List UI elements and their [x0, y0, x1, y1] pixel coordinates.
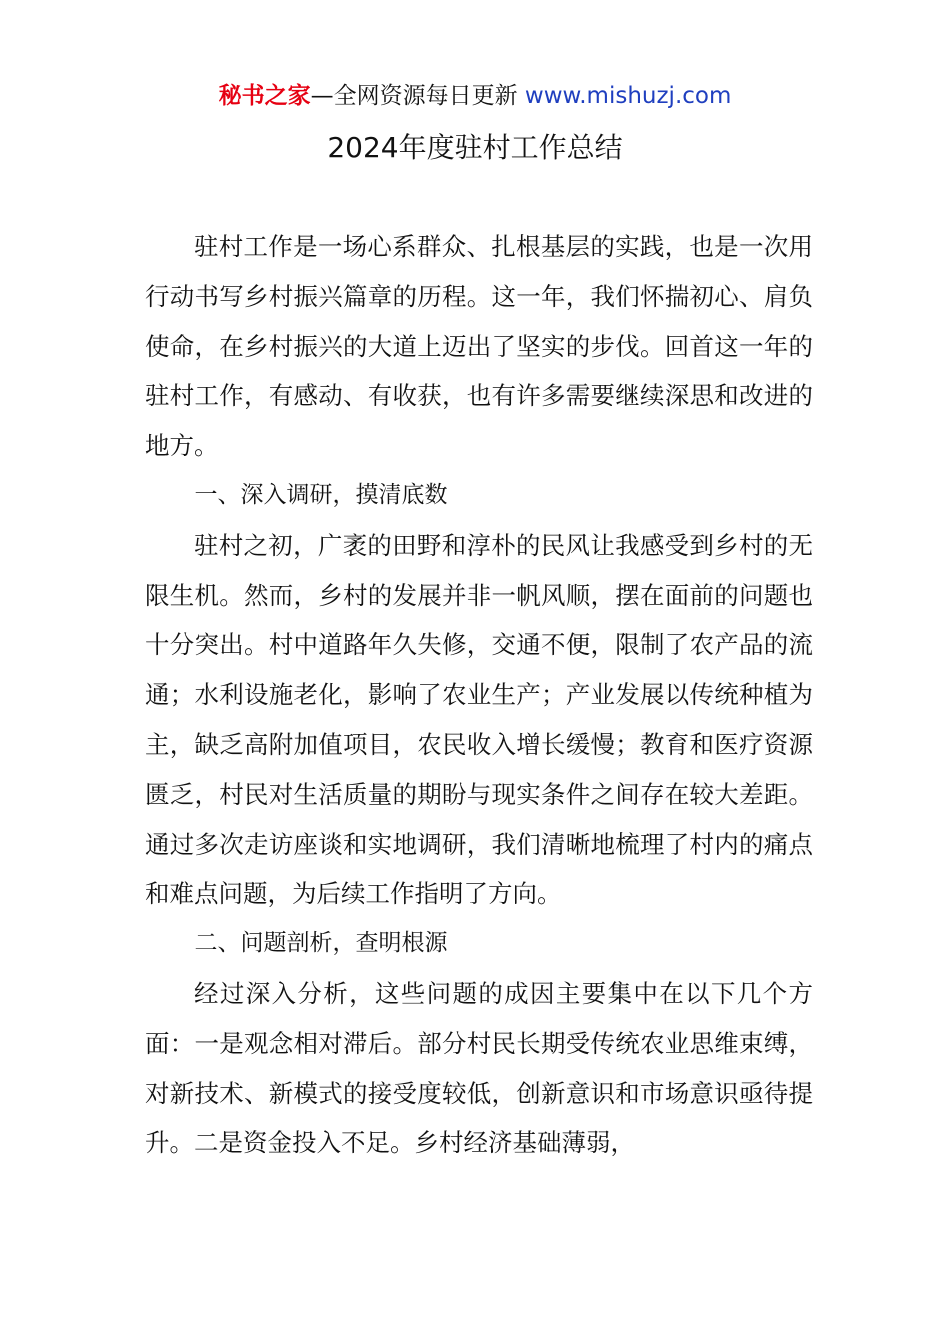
- site-url-link[interactable]: www.mishuzj.com: [524, 83, 732, 109]
- section-paragraph-1: 驻村之初，广袤的田野和淳朴的民风让我感受到乡村的无限生机。然而，乡村的发展并非一帆风顺，摆在面前的问题也十分突出。村中道路年久失修，交通不便，限制了农产品的流通；水利设施老化，影响了农业生产；产业发展以传统种植为主，缺乏高附加值项目，农民收入增长缓慢；教育和医疗资源匮乏，村民对生活质量的期盼与现实条件之间存在较大差距。通过多次走访座谈和实地调研，我们清晰地梳理了村内的痛点和难点问题，为后续工作指明了方向。: [145, 530, 813, 909]
- site-name: 秘书之家: [218, 83, 311, 109]
- intro-paragraph: 驻村工作是一场心系群众、扎根基层的实践，也是一次用行动书写乡村振兴篇章的历程。这一年，我们怀揣初心、肩负使命，在乡村振兴的大道上迈出了坚实的步伐。回首这一年的驻村工作，有感动、有收获，也有许多需要继续深思和改进的地方。: [145, 232, 813, 461]
- document-body: [145, 222, 813, 1168]
- document-title: 2024年度驻村工作总结: [327, 131, 623, 164]
- site-header: [0, 80, 950, 112]
- site-slogan: —全网资源每日更新: [310, 83, 525, 109]
- section-heading-1: 一、深入调研，摸清底数: [194, 481, 448, 508]
- section-heading-2: 二、问题剖析，查明根源: [194, 930, 448, 957]
- section-paragraph-2: 经过深入分析，这些问题的成因主要集中在以下几个方面：一是观念相对滞后。部分村民长期受传统农业思维束缚，对新技术、新模式的接受度较低，创新意识和市场意识亟待提升。二是资金投入不足。乡村经济基础薄弱，: [145, 978, 813, 1158]
